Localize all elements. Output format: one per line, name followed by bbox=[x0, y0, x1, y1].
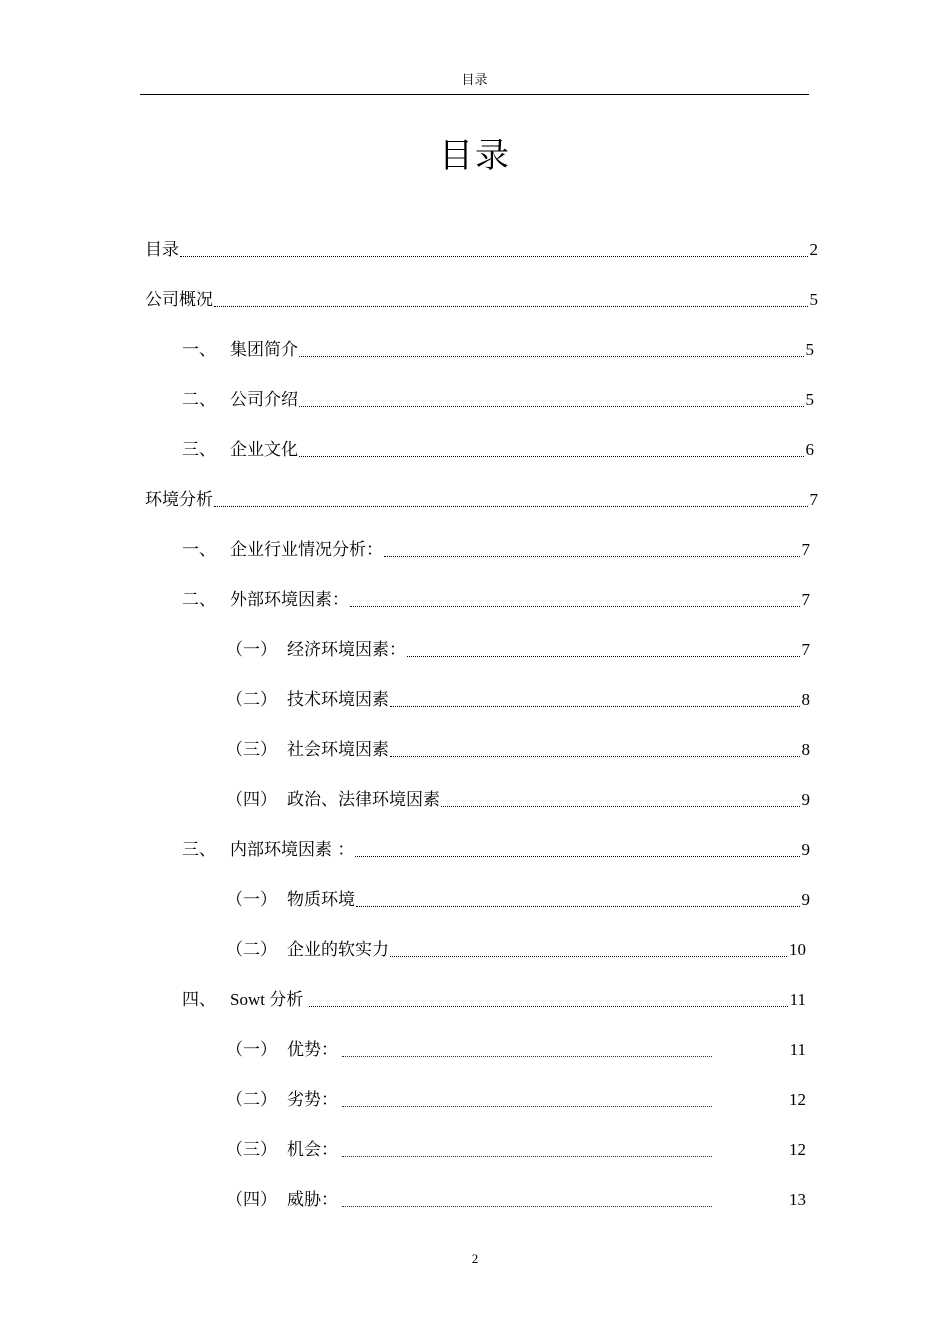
toc-entry-company-intro[interactable] bbox=[182, 386, 814, 412]
dot-leader bbox=[342, 1106, 712, 1107]
toc-entry-political-legal-factors[interactable] bbox=[226, 786, 810, 812]
toc-entry-economic-factors[interactable] bbox=[226, 636, 810, 662]
dot-leader bbox=[384, 556, 800, 557]
running-header: 目录 bbox=[140, 72, 809, 95]
toc-entry-title: 技术环境因素 bbox=[287, 690, 389, 710]
toc-entry-title: 企业的软实力 bbox=[287, 940, 389, 960]
dot-leader bbox=[180, 256, 808, 257]
dot-leader bbox=[441, 806, 800, 807]
toc-page-number: 11 bbox=[789, 990, 806, 1009]
dot-leader bbox=[390, 706, 800, 707]
toc-entry-title: 公司介绍 bbox=[230, 390, 298, 410]
toc-entry-title: 外部环境因素： bbox=[230, 590, 349, 610]
dot-leader bbox=[390, 756, 800, 757]
toc-entry-environment-analysis[interactable] bbox=[145, 486, 818, 512]
toc-entry-title: 劣势： bbox=[287, 1090, 338, 1110]
toc-page-number: 7 bbox=[801, 590, 810, 609]
toc-entry-title: 企业文化 bbox=[230, 440, 298, 460]
toc-entry-title: 社会环境因素 bbox=[287, 740, 389, 760]
toc-entry-title: 经济环境因素： bbox=[287, 640, 406, 660]
toc-entry-title: 机会： bbox=[287, 1140, 338, 1160]
toc-page-number: 12 bbox=[789, 1140, 806, 1159]
toc-entry-title: 内部环境因素 ： bbox=[230, 840, 355, 860]
dot-leader bbox=[309, 1006, 787, 1007]
toc-page-number: 2 bbox=[809, 240, 818, 259]
toc-entry-corporate-culture[interactable] bbox=[182, 436, 814, 462]
toc-entry-industry-analysis[interactable] bbox=[182, 536, 810, 562]
toc-entry-technology-factors[interactable] bbox=[226, 686, 810, 712]
dot-leader bbox=[342, 1056, 712, 1057]
toc-entry-number: （三） bbox=[226, 1140, 277, 1160]
toc-page-number: 9 bbox=[801, 840, 810, 859]
toc-entry-number: （二） bbox=[226, 940, 277, 960]
toc-entry-number: 一、 bbox=[182, 340, 216, 360]
toc-entry-title: 公司概况 bbox=[145, 290, 213, 310]
dot-leader bbox=[214, 506, 808, 507]
toc-page-number: 6 bbox=[805, 440, 814, 459]
toc-entry-number: 二、 bbox=[182, 590, 216, 610]
toc-entry-number: （一） bbox=[226, 640, 277, 660]
toc-page-number: 9 bbox=[801, 890, 810, 909]
dot-leader bbox=[356, 906, 800, 907]
toc-entry-group-intro[interactable] bbox=[182, 336, 814, 362]
toc-entry-number: （一） bbox=[226, 1040, 277, 1060]
toc-entry-material-environment[interactable] bbox=[226, 886, 810, 912]
toc-page-number: 13 bbox=[789, 1190, 806, 1209]
toc-entry-soft-power[interactable] bbox=[226, 936, 806, 962]
toc-entry-number: 二、 bbox=[182, 390, 216, 410]
toc-entry-number: （二） bbox=[226, 690, 277, 710]
dot-leader bbox=[299, 456, 804, 457]
toc-entry-title: 物质环境 bbox=[287, 890, 355, 910]
toc-entry-title: Sowt 分析 bbox=[230, 990, 304, 1009]
toc-entry-opportunities[interactable] bbox=[226, 1136, 806, 1162]
toc-page-number: 5 bbox=[805, 390, 814, 409]
page-title: 目录 bbox=[439, 136, 511, 176]
toc-entry-title: 集团简介 bbox=[230, 340, 298, 360]
dot-leader bbox=[342, 1206, 712, 1207]
dot-leader bbox=[214, 306, 808, 307]
page-number: 2 bbox=[471, 1251, 479, 1266]
toc-entry-number: （一） bbox=[226, 890, 277, 910]
toc-entry-number: （二） bbox=[226, 1090, 277, 1110]
toc-entry-title: 政治、法律环境因素 bbox=[287, 790, 440, 810]
toc-page-number: 5 bbox=[809, 290, 818, 309]
toc-entry-threats[interactable] bbox=[226, 1186, 806, 1212]
toc-entry-swot-analysis[interactable] bbox=[182, 986, 806, 1012]
toc-entry-number: 一、 bbox=[182, 540, 216, 560]
toc-entry-number: （四） bbox=[226, 1190, 277, 1210]
toc-entry-company-overview[interactable] bbox=[145, 286, 818, 312]
dot-leader bbox=[407, 656, 800, 657]
dot-leader bbox=[342, 1156, 712, 1157]
dot-leader bbox=[299, 356, 804, 357]
toc-entry-title: 优势： bbox=[287, 1040, 338, 1060]
dot-leader bbox=[299, 406, 804, 407]
toc-entry-number: （三） bbox=[226, 740, 277, 760]
dot-leader bbox=[350, 606, 800, 607]
toc-page-number: 7 bbox=[801, 640, 810, 659]
toc-entry-external-factors[interactable] bbox=[182, 586, 810, 612]
dot-leader bbox=[355, 856, 799, 857]
toc-entry-title: 环境分析 bbox=[145, 490, 213, 510]
toc-page-number: 5 bbox=[805, 340, 814, 359]
toc-page-number: 12 bbox=[789, 1090, 806, 1109]
toc-entry-catalog[interactable] bbox=[145, 236, 818, 262]
toc-entry-social-factors[interactable] bbox=[226, 736, 810, 762]
toc-entry-internal-factors[interactable] bbox=[182, 836, 810, 862]
toc-entry-title: 目录 bbox=[145, 240, 179, 260]
toc-entry-number: 三、 bbox=[182, 440, 216, 460]
toc-page-number: 7 bbox=[809, 490, 818, 509]
toc-page-number: 9 bbox=[801, 790, 810, 809]
toc-entry-number: （四） bbox=[226, 790, 277, 810]
toc-page-number: 10 bbox=[789, 940, 806, 959]
toc-entry-strengths[interactable] bbox=[226, 1036, 806, 1062]
toc-entry-number: 三、 bbox=[182, 840, 216, 860]
dot-leader bbox=[390, 956, 787, 957]
toc-page-number: 7 bbox=[801, 540, 810, 559]
toc-entry-title: 威胁： bbox=[287, 1190, 338, 1210]
toc-entry-number: 四、 bbox=[182, 990, 216, 1010]
toc-page-number: 8 bbox=[801, 690, 810, 709]
toc-entry-weaknesses[interactable] bbox=[226, 1086, 806, 1112]
toc-page-number: 11 bbox=[789, 1040, 806, 1059]
toc-page-number: 8 bbox=[801, 740, 810, 759]
toc-entry-title: 企业行业情况分析： bbox=[230, 540, 383, 560]
